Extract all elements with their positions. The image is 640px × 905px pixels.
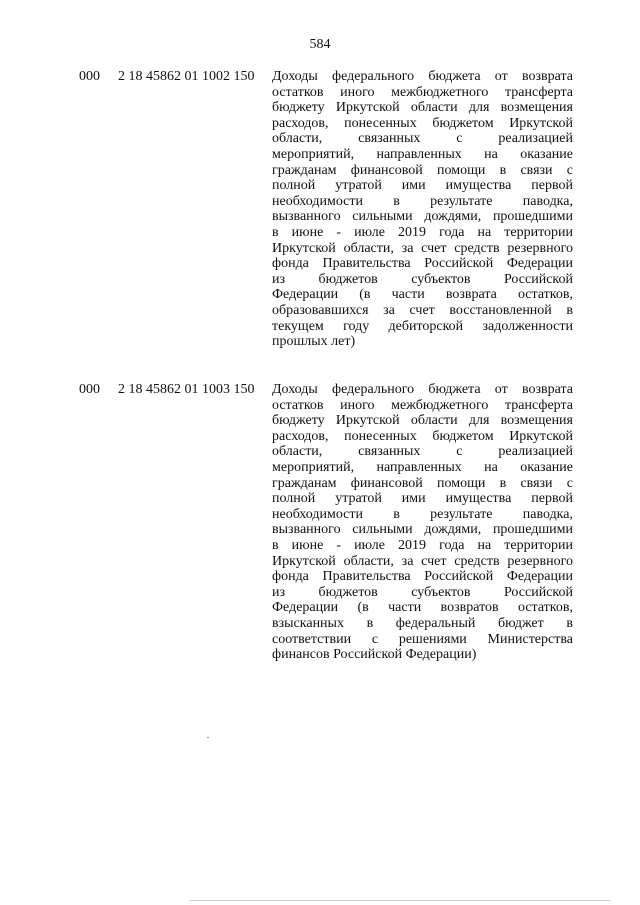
description-line: Федерации (в части возвратов остатков,: [272, 600, 573, 616]
description-line: остатков иного межбюджетного трансферта: [272, 397, 573, 413]
description-line: мероприятий, направленных на оказание: [272, 459, 573, 475]
description-line: гражданам финансовой помощи в связи с: [272, 162, 573, 178]
description-line: соответствии с решениями Министерства: [272, 631, 573, 647]
budget-classification-code: 2 18 45862 01 1002 150: [118, 69, 255, 84]
description-line: Иркутской области, за счет средств резервного: [272, 553, 573, 569]
description-line: остатков иного межбюджетного трансферта: [272, 84, 573, 100]
description-line: области, связанных с реализацией: [272, 131, 573, 147]
income-description: [272, 382, 573, 663]
description-line: бюджету Иркутской области для возмещения: [272, 413, 573, 429]
scan-speck: [207, 737, 209, 738]
description-line: в июне - июле 2019 года на территории: [272, 224, 573, 240]
description-line: области, связанных с реализацией: [272, 444, 573, 460]
description-line: Доходы федерального бюджета от возврата: [272, 382, 573, 397]
description-line: в июне - июле 2019 года на территории: [272, 537, 573, 553]
description-line: взысканных в федеральный бюджет в: [272, 615, 573, 631]
description-line: Иркутской области, за счет средств резервного: [272, 240, 573, 256]
description-line: бюджету Иркутской области для возмещения: [272, 100, 573, 116]
description-line: полной утратой ими имущества первой: [272, 178, 573, 194]
description-line: фонда Правительства Российской Федерации: [272, 569, 573, 585]
budget-classification-code: 2 18 45862 01 1003 150: [118, 382, 255, 397]
income-description: [272, 69, 573, 350]
description-line: из бюджетов субъектов Российской: [272, 584, 573, 600]
page-bottom-edge: [190, 900, 610, 901]
description-line: необходимости в результате паводка,: [272, 193, 573, 209]
description-line: расходов, понесенных бюджетом Иркутской: [272, 115, 573, 131]
description-line: Доходы федерального бюджета от возврата: [272, 69, 573, 84]
description-line: фонда Правительства Российской Федерации: [272, 256, 573, 272]
description-line: расходов, понесенных бюджетом Иркутской: [272, 428, 573, 444]
admin-code: 000: [79, 69, 100, 84]
description-line: финансов Российской Федерации): [272, 647, 477, 663]
description-line: текущем году дебиторской задолженности: [272, 318, 573, 334]
description-line: гражданам финансовой помощи в связи с: [272, 475, 573, 491]
page-number: 584: [309, 37, 331, 52]
description-line: образовавшихся за счет восстановленной в: [272, 302, 573, 318]
description-line: необходимости в результате паводка,: [272, 506, 573, 522]
description-line: мероприятий, направленных на оказание: [272, 146, 573, 162]
description-line: полной утратой ими имущества первой: [272, 491, 573, 507]
description-line: из бюджетов субъектов Российской: [272, 271, 573, 287]
description-line: прошлых лет): [272, 334, 356, 350]
description-line: вызванного сильными дождями, прошедшими: [272, 209, 573, 225]
description-line: Федерации (в части возврата остатков,: [272, 287, 573, 303]
description-line: вызванного сильными дождями, прошедшими: [272, 522, 573, 538]
admin-code: 000: [79, 382, 100, 397]
